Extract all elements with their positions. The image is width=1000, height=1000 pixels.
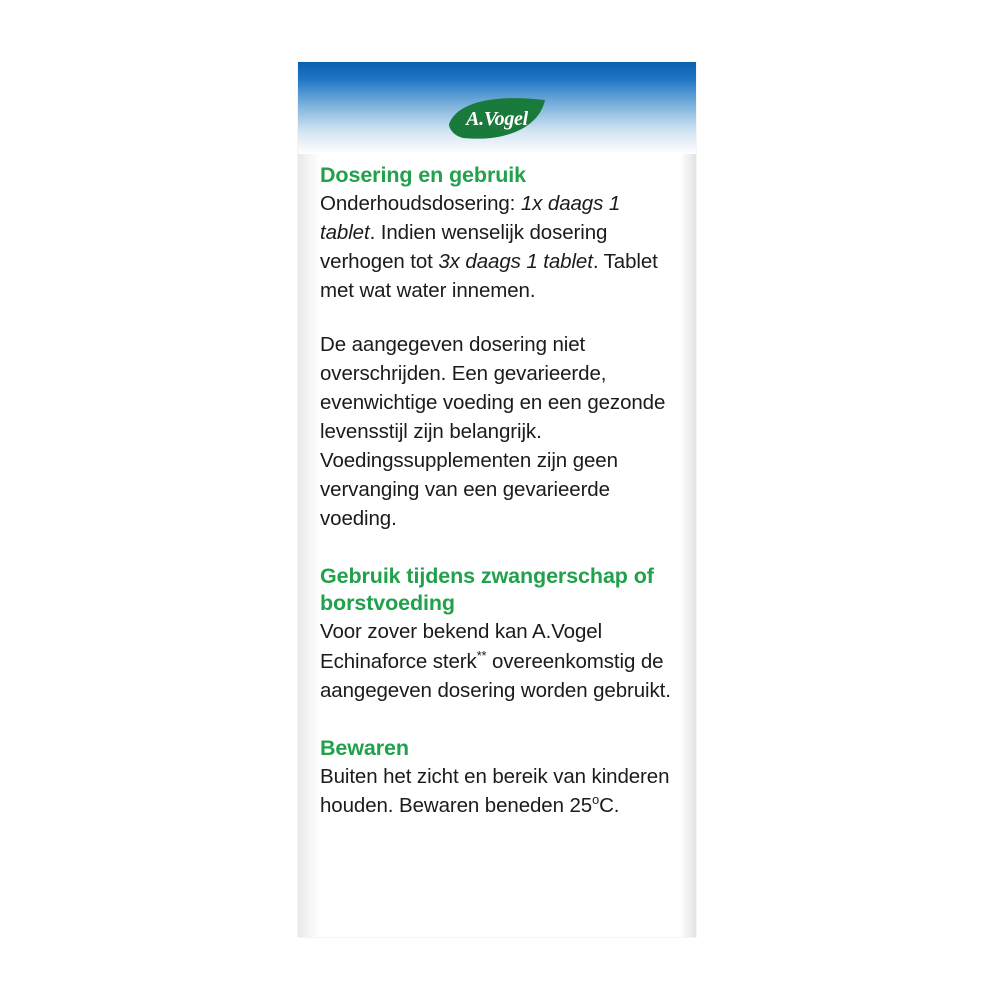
section-dosering — [320, 162, 676, 533]
section-bewaren — [320, 735, 676, 820]
section-zwangerschap — [320, 563, 676, 704]
footnote-marker: ** — [476, 647, 487, 663]
a-vogel-logo-text: A.Vogel — [466, 107, 528, 130]
run-text-italic: 3x daags 1 tablet — [438, 250, 593, 274]
run-text-italic: 1x daags — [520, 192, 604, 216]
paragraph-spacer — [320, 306, 676, 330]
run-text: Buiten het zicht en bereik van kinderen houden. Bewaren beneden 25 — [320, 764, 670, 817]
run-text: Onderhoudsdosering: — [320, 192, 521, 216]
run-text: Voor zover bekend kan A.Vogel Echinaforce sterk — [320, 620, 603, 673]
run-text-italic: 1 tablet — [320, 192, 621, 245]
section-title-zwangerschap: Gebruik tijdens zwangerschap of borstvoeding — [320, 564, 654, 616]
run-text: . Indien wenselijk dosering verhogen tot — [320, 221, 608, 274]
paragraph-dosering-1 — [320, 189, 676, 305]
degree-marker: o — [592, 792, 600, 808]
run-text: overeenkomstig de aangegeven dosering worden gebruikt. — [320, 649, 671, 702]
paragraph-bewaren-1 — [320, 762, 676, 820]
section-spacer — [320, 705, 676, 735]
paragraph-zwangerschap-1 — [320, 617, 676, 704]
section-spacer — [320, 533, 676, 563]
package-panel — [298, 62, 696, 937]
section-title-dosering: Dosering en gebruik — [320, 163, 526, 187]
paragraph-dosering-2: De aangegeven dosering niet overschrijden. Een gevarieerde, evenwichtige voeding en een gezonde levensstijl zijn belangrijk. Voedingssupplementen zijn geen vervanging van een gevarieerde voeding. — [320, 332, 666, 531]
section-title-bewaren: Bewaren — [320, 735, 409, 760]
a-vogel-leaf-logo — [443, 94, 551, 142]
panel-content — [320, 154, 676, 820]
run-text: C. — [599, 793, 620, 817]
run-text: . Tablet met wat water innemen. — [320, 250, 658, 303]
